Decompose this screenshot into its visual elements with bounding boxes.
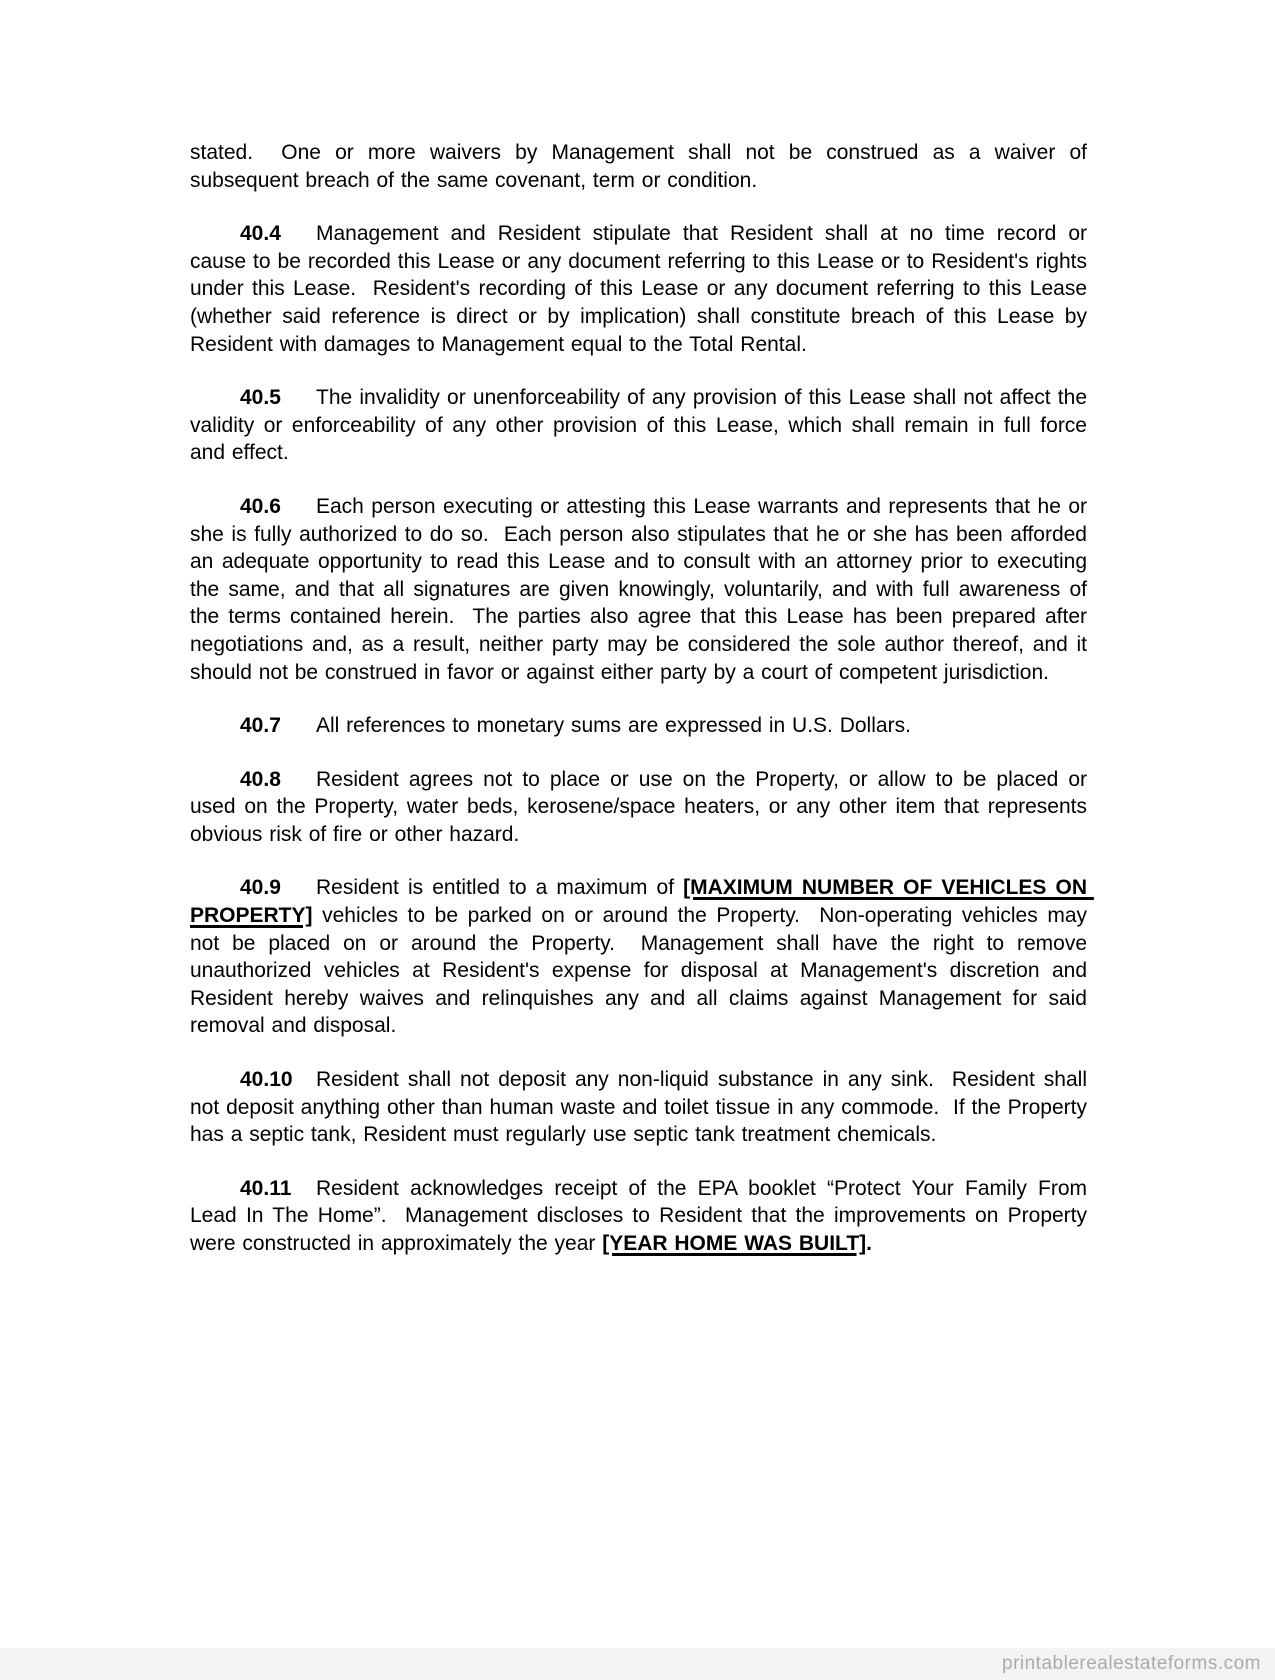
clause-text-segment: Resident agrees not to place or use on the Property, or allow to be placed or used on the Property, water beds, kerosene/space heaters, or any other item that represents obvious risk of fire or other hazard. xyxy=(190,767,1094,846)
clause-text-segment: Each person executing or attesting this Lease warrants and represents that he or she is fully authorized to do so. Each person also stipulates that he or she has been afforded an adequate opportunity to read this Lease and to consult with an attorney prior to executing the same, and that all signatures are given knowingly, voluntarily, and with full awareness of the terms contained herein. The parties also agree that this Lease has been prepared after negotiations and, as a result, neither party may be considered the sole author thereof, and it should not be construed in favor or against either party by a court of competent jurisdiction. xyxy=(190,494,1094,684)
clause-text-segment: [MAXIMUM NUMBER OF VEHICLES ON PROPERTY] xyxy=(190,876,1094,928)
clause-number: 40.4 xyxy=(240,222,281,246)
lease-paragraph-40.9 xyxy=(190,874,1094,1040)
clause-text-segment: Resident acknowledges receipt of the EPA booklet “Protect Your Family From Lead In The Home”. Management discloses to Resident that the improvements on Property were constructed in approximately the year xyxy=(190,1176,1094,1255)
clause-number: 40.11 xyxy=(240,1176,292,1200)
clause-text-segment: [YEAR HOME WAS BUILT] xyxy=(602,1232,867,1255)
lease-clauses xyxy=(190,139,1094,1284)
lease-paragraph-continuation xyxy=(190,139,1094,194)
clause-number: 40.7 xyxy=(240,714,281,738)
clause-text-segment: All references to monetary sums are expressed in U.S. Dollars. xyxy=(316,714,911,738)
clause-text-segment: Management and Resident stipulate that Resident shall at no time record or cause to be recorded this Lease or any document referring to this Lease or to Resident's rights under this Lease. Resident's recording of this Lease or any document referring to this Lease (whether said reference is direct or by implication) shall constitute breach of this Lease by Resident with damages to Management equal to the Total Rental. xyxy=(190,222,1094,356)
clause-text-segment: Resident shall not deposit any non-liquid substance in any sink. Resident shall not deposit anything other than human waste and toilet tissue in any commode. If the Property has a septic tank, Resident must regularly use septic tank treatment chemicals. xyxy=(190,1068,1094,1147)
clause-text-segment: stated. One or more waivers by Management shall not be construed as a waiver of subsequent breach of the same covenant, term or condition. xyxy=(190,141,1094,192)
lease-paragraph-40.8 xyxy=(190,766,1094,849)
clause-number: 40.8 xyxy=(240,767,281,791)
clause-text-segment: vehicles to be parked on or around the Property. Non-operating vehicles may not be placed on or around the Property. Management shall have the right to remove unauthorized vehicles at Resident's expense for disposal at Management's discretion and Resident hereby waives and relinquishes any and all claims against Management for said removal and disposal. xyxy=(190,904,1094,1038)
clause-number: 40.9 xyxy=(240,876,281,900)
clause-text-segment: Resident is entitled to a maximum of xyxy=(316,876,684,900)
lease-paragraph-40.6 xyxy=(190,493,1094,686)
clause-number: 40.6 xyxy=(240,494,281,518)
footer-bar xyxy=(0,1648,1275,1680)
footer-site-link[interactable]: printablerealestateforms.com xyxy=(1002,1653,1261,1674)
lease-paragraph-40.11 xyxy=(190,1175,1094,1258)
clause-number: 40.5 xyxy=(240,386,281,410)
clause-text-segment: The invalidity or unenforceability of any provision of this Lease shall not affect the validity or enforceability of any other provision of this Lease, which shall remain in full force and effect. xyxy=(190,386,1094,465)
lease-paragraph-40.5 xyxy=(190,384,1094,467)
clause-number: 40.10 xyxy=(240,1068,293,1092)
clause-text-segment: . xyxy=(866,1232,872,1255)
lease-paragraph-40.4 xyxy=(190,220,1094,358)
lease-paragraph-40.10 xyxy=(190,1066,1094,1149)
lease-paragraph-40.7 xyxy=(190,712,1087,740)
